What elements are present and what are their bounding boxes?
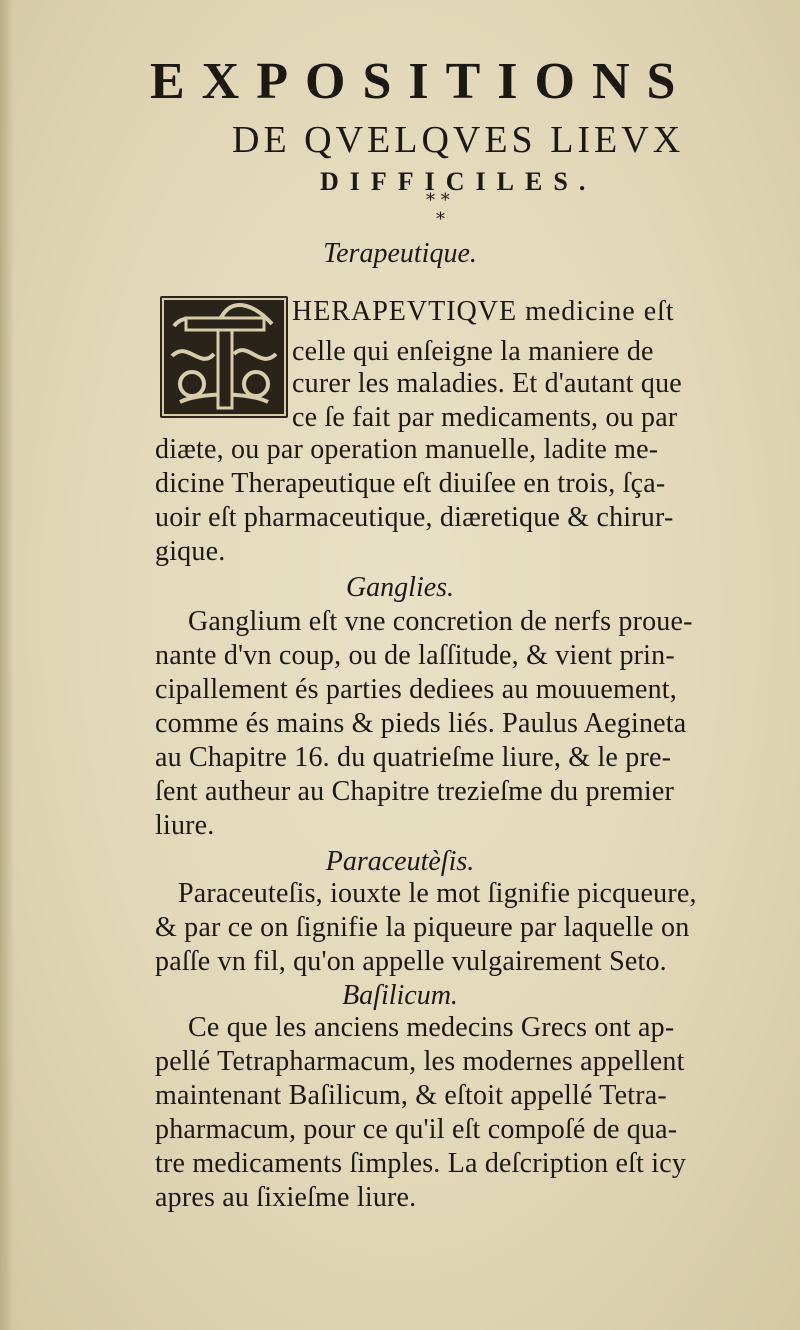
text-line: HERAPEVTIQVE medicine eſt xyxy=(292,296,675,327)
title-line-2: DE QVELQVES LIEVX xyxy=(232,119,685,161)
section-heading-paraceutesis: Paraceutèſis. xyxy=(325,846,475,877)
text-line: maintenant Baſilicum, & eſtoit appellé Tetra- xyxy=(155,1080,667,1111)
text-line: celle qui enſeigne la maniere de xyxy=(292,336,654,367)
text-line: & par ce on ſignifie la piqueure par laquelle on xyxy=(155,912,690,943)
text-line: liure. xyxy=(155,810,215,841)
text-line: gique. xyxy=(155,536,226,567)
text-line: uoir eſt pharmaceutique, diæretique & chirur- xyxy=(155,502,674,533)
decorated-initial-t xyxy=(160,296,288,418)
title-line-1: EXPOSITIONS xyxy=(150,53,693,110)
text-line: paſſe vn fil, qu'on appelle vulgairement Seto. xyxy=(155,946,667,977)
text-line: pellé Tetrapharmacum, les modernes appellent xyxy=(155,1046,685,1077)
text-line: dicine Therapeutique eſt diuiſee en trois, ſça- xyxy=(155,468,666,499)
ornament-top: * * xyxy=(426,190,450,211)
text-line: ce ſe fait par medicaments, ou par xyxy=(292,402,678,433)
text-line: comme és mains & pieds liés. Paulus Aegineta xyxy=(155,708,687,739)
text-line: cipallement és parties dediees au mouuement, xyxy=(155,674,677,705)
section-heading-basilicum: Baſilicum. xyxy=(342,980,458,1011)
text-line: Paraceuteſis, iouxte le mot ſignifie picqueure, xyxy=(178,878,697,909)
text-line: nante d'vn coup, ou de laſſitude, & vient prin- xyxy=(155,640,675,671)
text-line: tre medicaments ſimples. La deſcription eſt icy xyxy=(155,1148,687,1179)
text-line: au Chapitre 16. du quatrieſme liure, & le pre- xyxy=(155,742,672,773)
text-line: Ce que les anciens medecins Grecs ont ap- xyxy=(188,1012,675,1043)
section-heading-ganglies: Ganglies. xyxy=(345,572,455,603)
ornament-bottom: * xyxy=(436,209,445,230)
title-line-3: DIFFICILES. xyxy=(320,167,597,196)
text-line: curer les maladies. Et d'autant que xyxy=(292,368,682,399)
text-line: pharmacum, pour ce qu'il eſt compoſé de qua- xyxy=(155,1114,678,1145)
page-edge-shadow xyxy=(0,0,14,1330)
text-line: ſent autheur au Chapitre trezieſme du premier xyxy=(155,776,675,807)
text-line: diæte, ou par operation manuelle, ladite me- xyxy=(155,434,659,465)
section-heading-terapeutique: Terapeutique. xyxy=(323,238,477,269)
text-line: Ganglium eſt vne concretion de nerfs proue- xyxy=(188,606,693,637)
text-line: apres au ſixieſme liure. xyxy=(155,1182,417,1213)
